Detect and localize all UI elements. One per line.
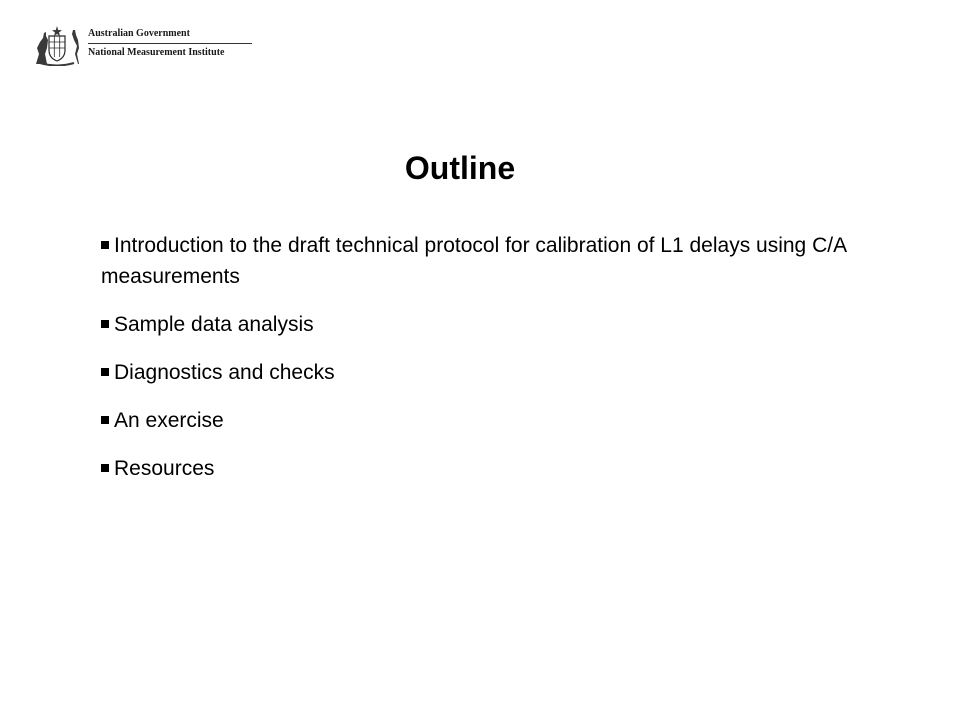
square-bullet-icon [101, 368, 109, 376]
bullet-item [101, 309, 861, 340]
bullet-item [101, 405, 861, 436]
bullet-item [101, 230, 861, 292]
slide-title: Outline [404, 150, 516, 186]
bullet-text: Introduction to the draft technical protocol for calibration of L1 delays using C/A measurements [101, 234, 846, 288]
bullet-item [101, 453, 861, 484]
bullet-text: An exercise [114, 409, 224, 432]
coat-of-arms-icon [32, 24, 82, 66]
square-bullet-icon [101, 320, 109, 328]
logo-text [88, 28, 252, 59]
bullet-item [101, 357, 861, 388]
square-bullet-icon [101, 464, 109, 472]
logo-org-line1: Australian Government [88, 28, 252, 44]
bullet-text: Sample data analysis [114, 313, 314, 336]
bullet-list [101, 230, 861, 501]
bullet-text: Resources [114, 457, 215, 480]
bullet-text: Diagnostics and checks [114, 361, 335, 384]
square-bullet-icon [101, 241, 109, 249]
logo-org-line2: National Measurement Institute [88, 47, 225, 58]
government-logo [32, 24, 232, 68]
square-bullet-icon [101, 416, 109, 424]
